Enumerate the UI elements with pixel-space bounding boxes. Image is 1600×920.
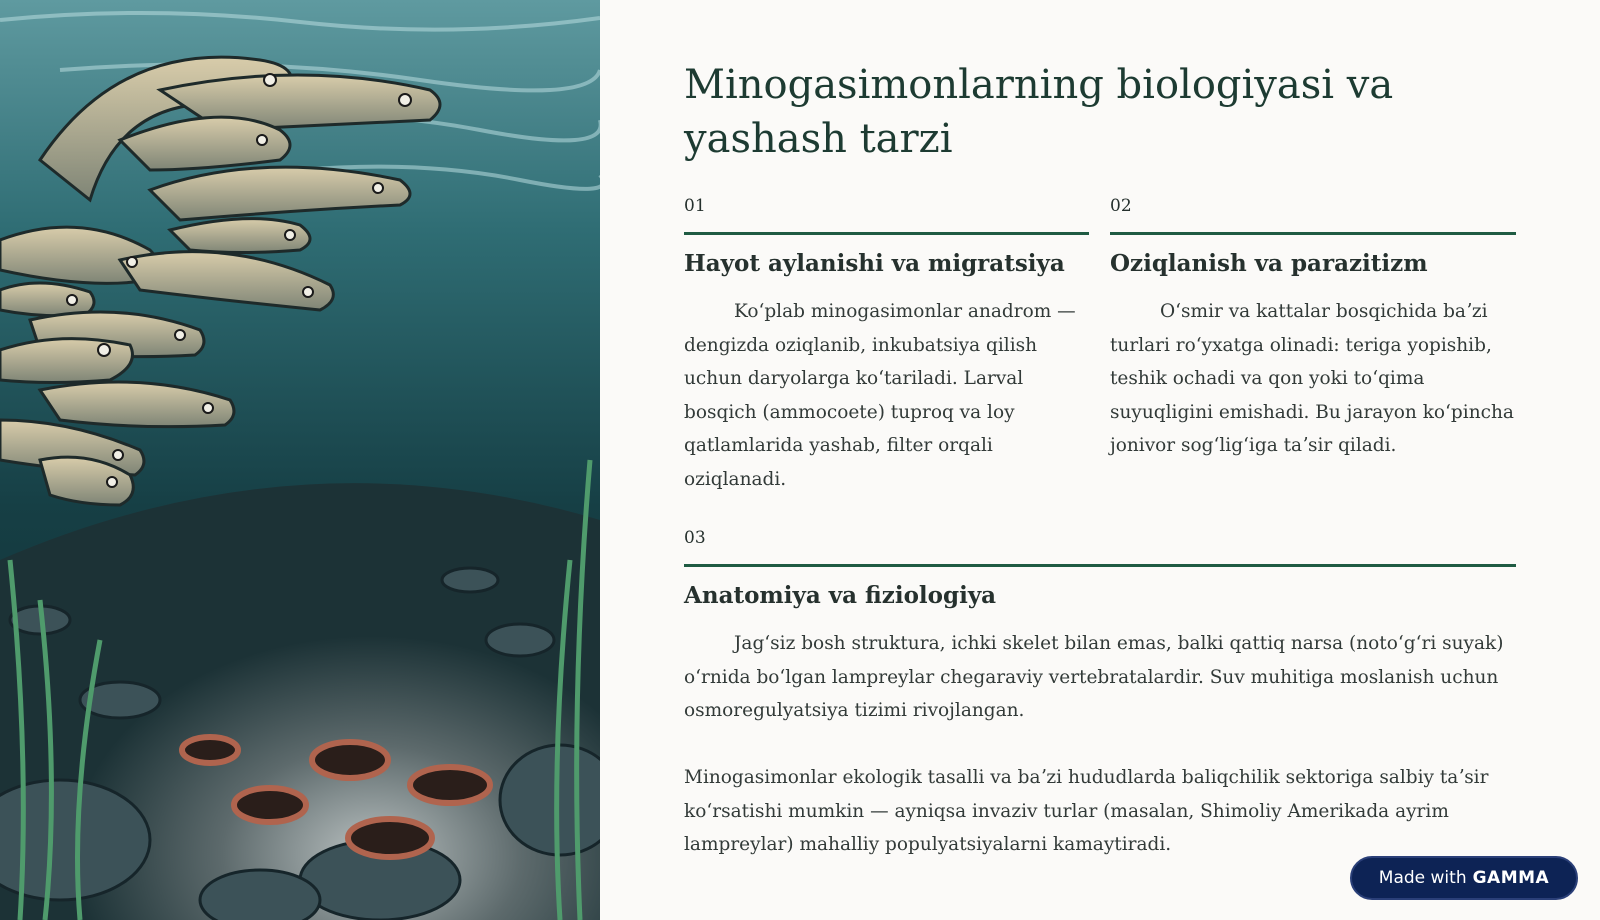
section-number: 02 <box>1110 196 1132 216</box>
section-heading: Oziqlanish va parazitizm <box>1110 250 1428 277</box>
section-divider <box>684 564 1516 567</box>
section-body: Jagʻsiz bosh struktura, ichki skelet bilan emas, balki qattiq narsa (notoʻgʻri suyak) oʻrnida boʻlgan lampreylar chegaraviy vertebratalardir. Suv muhitiga moslanish uchun osmoregulyatsiya tizimi rivojlangan. <box>684 633 1504 721</box>
badge-prefix: Made with <box>1378 868 1467 888</box>
section-body: Koʻplab minogasimonlar anadrom — dengizda oziqlanib, inkubatsiya qilish uchun daryolarga koʻtariladi. Larval bosqich (ammocoete) tuproq va loy qatlamlarida yashab, filter orqali oziqlanadi. <box>684 301 1076 490</box>
content-panel <box>684 0 1516 920</box>
page-title: Minogasimonlarning biologiyasi va yashash tarzi <box>684 62 1394 162</box>
section-feeding <box>1110 196 1516 463</box>
section-divider <box>1110 232 1516 235</box>
section-heading: Anatomiya va fiziologiya <box>684 582 997 609</box>
section-body: Oʻsmir va kattalar bosqichida baʼzi turlari roʻyxatga olinadi: teriga yopishib, teshik ochadi va qon yoki toʻqima suyuqligini emishadi. Bu jarayon koʻpincha jonivor sogʻligʻiga taʼsir qiladi. <box>1110 301 1514 456</box>
section-anatomy <box>684 528 1516 728</box>
section-number: 01 <box>684 196 706 216</box>
lamprey-illustration <box>0 0 600 920</box>
section-divider <box>684 232 1089 235</box>
section-life-cycle <box>684 196 1089 496</box>
closing-paragraph: Minogasimonlar ekologik tasalli va baʼzi hududlarda baliqchilik sektoriga salbiy taʼsir koʻrsatishi mumkin — ayniqsa invaziv turlar (masalan, Shimoliy Amerikada ayrim lampreylar) mahalliy populyatsiyalarni kamaytiradi. <box>684 767 1489 855</box>
section-heading: Hayot aylanishi va migratsiya <box>684 250 1065 277</box>
made-with-gamma-badge[interactable] <box>1350 856 1578 900</box>
section-number: 03 <box>684 528 706 548</box>
gamma-logo: GAMMA <box>1472 868 1550 888</box>
